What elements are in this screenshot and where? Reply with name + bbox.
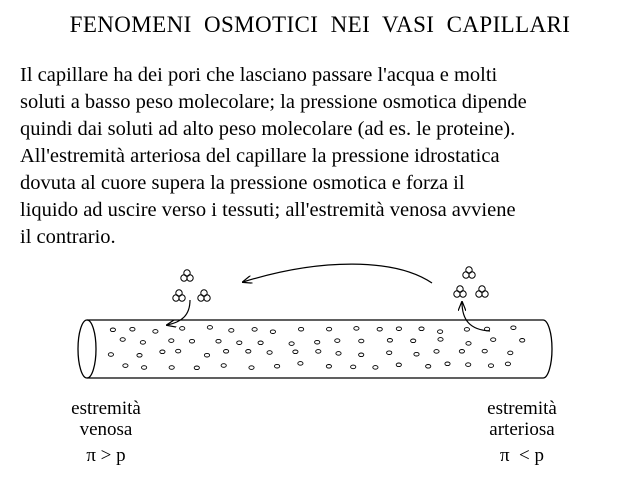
- venous-end-line1: estremità: [71, 398, 141, 419]
- protein-molecule: [454, 286, 466, 297]
- solute-dot: [434, 350, 439, 354]
- solute-dot: [270, 330, 275, 334]
- solute-dot: [466, 363, 471, 367]
- solute-dot: [411, 339, 416, 343]
- solute-dot: [466, 342, 471, 346]
- solute-dot: [194, 366, 199, 370]
- solute-dot: [377, 327, 382, 331]
- solute-dot: [482, 349, 487, 353]
- solute-dot: [258, 341, 263, 345]
- solute-dot: [426, 365, 431, 369]
- solute-dot: [204, 353, 209, 357]
- paragraph-line: dovuta al cuore supera la pressione osmotica e forza il: [20, 172, 465, 194]
- solute-dot: [445, 362, 450, 366]
- solute-dot: [336, 352, 341, 356]
- solute-dot: [511, 326, 516, 330]
- solute-dot: [351, 365, 356, 369]
- paragraph-line: Il capillare ha dei pori che lasciano passare l'acqua e molti: [20, 64, 498, 86]
- solute-dot: [169, 339, 174, 343]
- arterial-end-formula: π < p: [499, 445, 545, 466]
- solute-dot: [299, 327, 304, 331]
- solute-dot: [488, 364, 493, 368]
- paragraph-line: quindi dai soluti ad alto peso molecolare (ad es. le proteine).: [20, 118, 516, 140]
- paragraph-line: il contrario.: [20, 226, 116, 248]
- solute-dot: [221, 364, 226, 368]
- solute-dot: [189, 339, 194, 343]
- solute-dot: [130, 327, 135, 331]
- solute-dot: [359, 353, 364, 357]
- solute-dot: [414, 352, 419, 356]
- solute-dot: [169, 366, 174, 370]
- solute-dot: [316, 350, 321, 354]
- arterial-end-label: [462, 398, 582, 466]
- arterial-end-line2: arteriosa: [489, 419, 555, 440]
- solute-dot: [229, 329, 234, 333]
- venous-end-line2: venosa: [79, 419, 133, 440]
- solute-dot: [289, 342, 294, 346]
- solute-dot: [359, 339, 364, 343]
- solute-dot: [252, 328, 257, 332]
- solute-dot: [491, 338, 496, 342]
- solute-dot: [396, 327, 401, 331]
- solute-dot: [438, 330, 443, 334]
- solute-dot: [505, 362, 510, 366]
- solute-dot: [520, 339, 525, 343]
- solute-dot: [275, 364, 280, 368]
- solute-dot: [140, 341, 145, 345]
- solute-dot: [387, 351, 392, 355]
- venous-end-label: [46, 398, 166, 466]
- venous-end-formula: π > p: [86, 445, 126, 466]
- solute-dot: [110, 328, 115, 332]
- solute-dot: [153, 330, 158, 334]
- solute-dot: [180, 327, 185, 331]
- solute-dot: [216, 339, 221, 343]
- solute-dot: [373, 366, 378, 370]
- solute-dot: [237, 341, 242, 345]
- solute-dot: [387, 339, 392, 343]
- capillary-tube: [78, 320, 552, 378]
- protein-molecule: [173, 290, 185, 301]
- solute-dot: [508, 351, 513, 355]
- top-flow-arrow: [243, 264, 432, 283]
- right-protein-cluster: [454, 267, 488, 297]
- solute-dot: [224, 350, 229, 354]
- paragraph-line: All'estremità arteriosa del capillare la pressione idrostatica: [20, 145, 500, 167]
- protein-molecule: [198, 290, 210, 301]
- solute-dot: [438, 338, 443, 342]
- paragraph-line: liquido ad uscire verso i tessuti; all'estremità venosa avviene: [20, 199, 516, 221]
- arterial-end-line1: estremità: [487, 398, 557, 419]
- left-inflow-arrow: [167, 300, 190, 325]
- solute-dot: [293, 350, 298, 354]
- solute-dot: [120, 338, 125, 342]
- small-solutes: [108, 326, 525, 370]
- solute-dot: [176, 349, 181, 353]
- solute-dot: [123, 364, 128, 368]
- protein-molecule: [463, 267, 475, 278]
- solute-dot: [142, 366, 147, 370]
- solute-dot: [207, 326, 212, 330]
- solute-dot: [137, 354, 142, 358]
- protein-molecule: [181, 270, 193, 281]
- solute-dot: [108, 353, 113, 357]
- solute-dot: [459, 350, 464, 354]
- solute-dot: [327, 327, 332, 331]
- solute-dot: [396, 363, 401, 367]
- solute-dot: [315, 340, 320, 344]
- solute-dot: [160, 350, 165, 354]
- paragraph-line: soluti a basso peso molecolare; la pressione osmotica dipende: [20, 91, 527, 113]
- solute-dot: [419, 327, 424, 331]
- page-title: FENOMENI OSMOTICI NEI VASI CAPILLARI: [69, 12, 571, 37]
- solute-dot: [298, 362, 303, 366]
- solute-dot: [464, 328, 469, 332]
- solute-dot: [246, 350, 251, 354]
- solute-dot: [335, 339, 340, 343]
- solute-dot: [267, 351, 272, 355]
- right-outflow-arrow: [462, 302, 490, 331]
- protein-molecule: [476, 286, 488, 297]
- solute-dot: [326, 365, 331, 369]
- solute-dot: [249, 366, 254, 370]
- solute-dot: [354, 327, 359, 331]
- left-protein-cluster: [173, 270, 210, 301]
